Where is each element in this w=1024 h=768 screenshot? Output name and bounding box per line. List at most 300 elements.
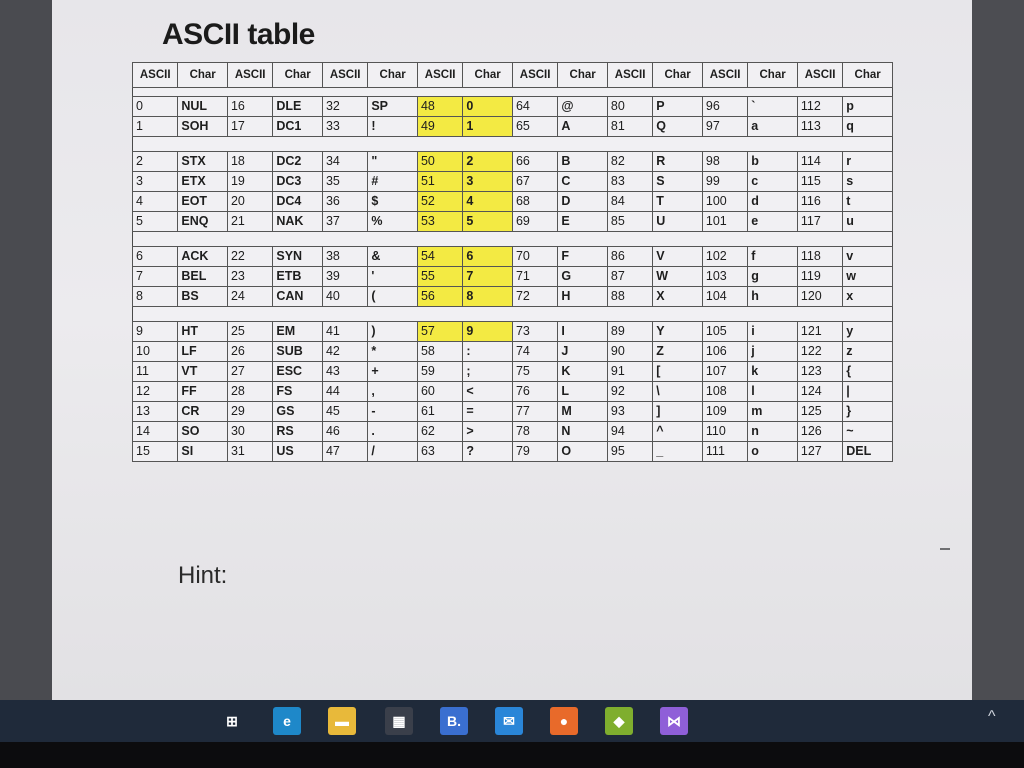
ascii-char-cell: ENQ	[178, 212, 228, 232]
spacer-cell	[653, 232, 703, 247]
ascii-char-cell: W	[653, 267, 703, 287]
ascii-char-cell: CR	[178, 402, 228, 422]
ascii-char-cell: NAK	[273, 212, 323, 232]
ascii-char-cell: *	[368, 342, 418, 362]
ascii-code-cell: 1	[133, 117, 178, 137]
ascii-char-cell: DC4	[273, 192, 323, 212]
ascii-char-cell: "	[368, 152, 418, 172]
ascii-char-cell: FF	[178, 382, 228, 402]
column-header-ascii: ASCII	[417, 63, 462, 88]
table-row	[133, 342, 893, 362]
ascii-code-cell: 107	[702, 362, 747, 382]
ascii-char-cell: N	[558, 422, 608, 442]
ascii-code-cell: 99	[702, 172, 747, 192]
ascii-code-cell: 32	[322, 97, 367, 117]
spacer-cell	[322, 307, 367, 322]
ascii-char-cell: %	[368, 212, 418, 232]
table-row	[133, 362, 893, 382]
ascii-char-cell: VT	[178, 362, 228, 382]
ascii-char-cell: NUL	[178, 97, 228, 117]
ascii-char-cell: i	[748, 322, 798, 342]
hint-label: Hint:	[178, 562, 228, 589]
spacer-cell	[607, 232, 652, 247]
ascii-char-cell: a	[748, 117, 798, 137]
ascii-char-cell: :	[463, 342, 513, 362]
ascii-char-cell: EOT	[178, 192, 228, 212]
ascii-char-cell: Z	[653, 342, 703, 362]
ascii-code-cell: 61	[417, 402, 462, 422]
spacer-cell	[133, 232, 178, 247]
ascii-code-cell: 80	[607, 97, 652, 117]
table-row	[133, 422, 893, 442]
ascii-char-cell: m	[748, 402, 798, 422]
table-row	[133, 382, 893, 402]
ascii-char-cell: >	[463, 422, 513, 442]
ascii-char-cell: G	[558, 267, 608, 287]
ascii-char-cell: EM	[273, 322, 323, 342]
ascii-code-cell: 33	[322, 117, 367, 137]
ascii-char-cell: DLE	[273, 97, 323, 117]
ascii-char-cell: SUB	[273, 342, 323, 362]
ascii-char-cell: HT	[178, 322, 228, 342]
ascii-code-cell: 17	[227, 117, 272, 137]
ascii-code-cell: 94	[607, 422, 652, 442]
spacer-cell	[227, 137, 272, 152]
ascii-char-cell: t	[843, 192, 893, 212]
ascii-code-cell: 59	[417, 362, 462, 382]
table-row	[133, 192, 893, 212]
ascii-char-cell: n	[748, 422, 798, 442]
ascii-code-cell: 74	[512, 342, 557, 362]
spacer-cell	[133, 307, 178, 322]
ascii-code-cell: 83	[607, 172, 652, 192]
ascii-code-cell: 95	[607, 442, 652, 462]
ascii-char-cell: SYN	[273, 247, 323, 267]
ascii-char-cell: ;	[463, 362, 513, 382]
ascii-char-cell: J	[558, 342, 608, 362]
spacer-cell	[558, 88, 608, 97]
table-row	[133, 322, 893, 342]
table-row	[133, 97, 893, 117]
ascii-table	[132, 62, 893, 462]
ascii-char-cell: R	[653, 152, 703, 172]
spacer-cell	[322, 137, 367, 152]
ascii-char-cell: e	[748, 212, 798, 232]
ascii-code-cell: 97	[702, 117, 747, 137]
column-header-ascii: ASCII	[227, 63, 272, 88]
spacer-cell	[322, 88, 367, 97]
ascii-char-cell: 2	[463, 152, 513, 172]
table-spacer-row	[133, 232, 893, 247]
spacer-cell	[463, 88, 513, 97]
column-header-ascii: ASCII	[797, 63, 842, 88]
ascii-code-cell: 81	[607, 117, 652, 137]
ascii-char-cell: w	[843, 267, 893, 287]
ascii-char-cell: x	[843, 287, 893, 307]
ascii-code-cell: 18	[227, 152, 272, 172]
ascii-char-cell: X	[653, 287, 703, 307]
spacer-cell	[368, 232, 418, 247]
ascii-code-cell: 78	[512, 422, 557, 442]
ascii-char-cell: ETX	[178, 172, 228, 192]
ascii-char-cell: Q	[653, 117, 703, 137]
spacer-cell	[843, 88, 893, 97]
ascii-code-cell: 14	[133, 422, 178, 442]
ascii-code-cell: 20	[227, 192, 272, 212]
ascii-char-cell: ?	[463, 442, 513, 462]
ascii-char-cell: ]	[653, 402, 703, 422]
spacer-cell	[558, 307, 608, 322]
ascii-code-cell: 45	[322, 402, 367, 422]
spacer-cell	[273, 137, 323, 152]
ascii-code-cell: 118	[797, 247, 842, 267]
ascii-code-cell: 40	[322, 287, 367, 307]
ascii-code-cell: 53	[417, 212, 462, 232]
visual-studio-icon[interactable]: ⋈	[660, 707, 688, 735]
ascii-code-cell: 79	[512, 442, 557, 462]
ascii-char-cell: BEL	[178, 267, 228, 287]
spacer-cell	[797, 137, 842, 152]
ascii-code-cell: 39	[322, 267, 367, 287]
ascii-code-cell: 62	[417, 422, 462, 442]
ascii-char-cell: {	[843, 362, 893, 382]
column-header-ascii: ASCII	[322, 63, 367, 88]
ascii-code-cell: 127	[797, 442, 842, 462]
ascii-code-cell: 102	[702, 247, 747, 267]
ascii-char-cell: T	[653, 192, 703, 212]
ascii-code-cell: 60	[417, 382, 462, 402]
ascii-code-cell: 110	[702, 422, 747, 442]
ascii-char-cell: _	[653, 442, 703, 462]
ascii-char-cell: /	[368, 442, 418, 462]
spacer-cell	[607, 307, 652, 322]
spacer-cell	[512, 232, 557, 247]
ascii-char-cell: D	[558, 192, 608, 212]
ascii-code-cell: 41	[322, 322, 367, 342]
ascii-char-cell: O	[558, 442, 608, 462]
ascii-code-cell: 3	[133, 172, 178, 192]
ascii-code-cell: 124	[797, 382, 842, 402]
ascii-char-cell: V	[653, 247, 703, 267]
page-title: ASCII table	[162, 18, 315, 51]
spacer-cell	[368, 307, 418, 322]
ascii-char-cell: p	[843, 97, 893, 117]
ascii-char-cell: v	[843, 247, 893, 267]
ascii-char-cell: l	[748, 382, 798, 402]
ascii-char-cell: RS	[273, 422, 323, 442]
ascii-char-cell: z	[843, 342, 893, 362]
spacer-cell	[607, 137, 652, 152]
ascii-code-cell: 90	[607, 342, 652, 362]
ascii-char-cell: DC1	[273, 117, 323, 137]
spacer-cell	[368, 88, 418, 97]
monitor-bezel-left	[0, 0, 52, 705]
table-spacer-row	[133, 88, 893, 97]
ascii-code-cell: 23	[227, 267, 272, 287]
ascii-code-cell: 46	[322, 422, 367, 442]
taskbar	[0, 700, 1024, 742]
table-row	[133, 172, 893, 192]
ascii-code-cell: 36	[322, 192, 367, 212]
ascii-char-cell: CAN	[273, 287, 323, 307]
spacer-cell	[133, 88, 178, 97]
ascii-char-cell: LF	[178, 342, 228, 362]
ascii-char-cell: SI	[178, 442, 228, 462]
ascii-code-cell: 34	[322, 152, 367, 172]
spacer-cell	[368, 137, 418, 152]
ascii-char-cell: US	[273, 442, 323, 462]
ascii-char-cell: s	[843, 172, 893, 192]
ascii-code-cell: 68	[512, 192, 557, 212]
spacer-cell	[843, 307, 893, 322]
ascii-code-cell: 91	[607, 362, 652, 382]
ascii-code-cell: 43	[322, 362, 367, 382]
spacer-cell	[227, 88, 272, 97]
table-row	[133, 117, 893, 137]
ascii-char-cell: I	[558, 322, 608, 342]
ascii-char-cell: F	[558, 247, 608, 267]
ascii-char-cell: 8	[463, 287, 513, 307]
spacer-cell	[653, 88, 703, 97]
app-b-icon[interactable]: B.	[440, 707, 468, 735]
table-row	[133, 442, 893, 462]
spacer-cell	[227, 307, 272, 322]
ascii-char-cell: U	[653, 212, 703, 232]
ascii-char-cell: &	[368, 247, 418, 267]
monitor-bezel-right	[972, 0, 1024, 705]
spacer-cell	[417, 137, 462, 152]
ascii-code-cell: 112	[797, 97, 842, 117]
ascii-code-cell: 52	[417, 192, 462, 212]
ascii-code-cell: 50	[417, 152, 462, 172]
ascii-code-cell: 72	[512, 287, 557, 307]
spacer-cell	[417, 232, 462, 247]
ascii-char-cell: k	[748, 362, 798, 382]
spacer-cell	[512, 137, 557, 152]
spacer-cell	[607, 88, 652, 97]
ascii-code-cell: 12	[133, 382, 178, 402]
ascii-code-cell: 120	[797, 287, 842, 307]
ascii-code-cell: 42	[322, 342, 367, 362]
mail-icon[interactable]: ✉	[495, 707, 523, 735]
ascii-char-cell: }	[843, 402, 893, 422]
spacer-cell	[558, 137, 608, 152]
ascii-code-cell: 84	[607, 192, 652, 212]
ascii-char-cell: S	[653, 172, 703, 192]
spacer-cell	[797, 88, 842, 97]
table-spacer-row	[133, 137, 893, 152]
ascii-char-cell: Y	[653, 322, 703, 342]
ascii-char-cell: DEL	[843, 442, 893, 462]
ascii-code-cell: 55	[417, 267, 462, 287]
ascii-code-cell: 44	[322, 382, 367, 402]
ascii-code-cell: 31	[227, 442, 272, 462]
column-header-char: Char	[558, 63, 608, 88]
ascii-char-cell: 7	[463, 267, 513, 287]
spacer-cell	[653, 307, 703, 322]
ascii-char-cell: #	[368, 172, 418, 192]
spacer-cell	[512, 307, 557, 322]
spacer-cell	[748, 88, 798, 97]
ascii-char-cell: )	[368, 322, 418, 342]
ascii-char-cell: |	[843, 382, 893, 402]
ascii-char-cell: \	[653, 382, 703, 402]
ascii-code-cell: 37	[322, 212, 367, 232]
ascii-char-cell: @	[558, 97, 608, 117]
photo-app-icon[interactable]: ◆	[605, 707, 633, 735]
ascii-code-cell: 21	[227, 212, 272, 232]
ascii-code-cell: 35	[322, 172, 367, 192]
ascii-code-cell: 71	[512, 267, 557, 287]
ascii-char-cell: E	[558, 212, 608, 232]
firefox-icon[interactable]: ●	[550, 707, 578, 735]
store-icon[interactable]: ▦	[385, 707, 413, 735]
spacer-cell	[558, 232, 608, 247]
ascii-code-cell: 38	[322, 247, 367, 267]
spacer-cell	[702, 137, 747, 152]
spacer-cell	[273, 232, 323, 247]
ascii-code-cell: 19	[227, 172, 272, 192]
ascii-code-cell: 64	[512, 97, 557, 117]
spacer-cell	[512, 88, 557, 97]
task-view-icon[interactable]: ⊞	[218, 707, 246, 735]
ascii-code-cell: 11	[133, 362, 178, 382]
spacer-cell	[178, 137, 228, 152]
ascii-char-cell: C	[558, 172, 608, 192]
ascii-char-cell: +	[368, 362, 418, 382]
ascii-code-cell: 10	[133, 342, 178, 362]
ascii-code-cell: 89	[607, 322, 652, 342]
ascii-char-cell: 6	[463, 247, 513, 267]
spacer-cell	[653, 137, 703, 152]
ascii-char-cell: ~	[843, 422, 893, 442]
ascii-char-cell: 9	[463, 322, 513, 342]
ascii-char-cell: j	[748, 342, 798, 362]
ascii-code-cell: 8	[133, 287, 178, 307]
spacer-cell	[417, 88, 462, 97]
ascii-char-cell: SOH	[178, 117, 228, 137]
column-header-char: Char	[653, 63, 703, 88]
tray-overflow-icon[interactable]: ^	[988, 708, 996, 725]
ascii-char-cell: (	[368, 287, 418, 307]
ascii-code-cell: 109	[702, 402, 747, 422]
ascii-code-cell: 125	[797, 402, 842, 422]
spacer-cell	[178, 232, 228, 247]
table-row	[133, 247, 893, 267]
ascii-code-cell: 85	[607, 212, 652, 232]
ascii-code-cell: 15	[133, 442, 178, 462]
ascii-char-cell: B	[558, 152, 608, 172]
ascii-char-cell: .	[368, 422, 418, 442]
column-header-char: Char	[273, 63, 323, 88]
spacer-cell	[273, 88, 323, 97]
table-row	[133, 267, 893, 287]
spacer-cell	[702, 88, 747, 97]
ascii-code-cell: 56	[417, 287, 462, 307]
ascii-code-cell: 77	[512, 402, 557, 422]
ascii-code-cell: 4	[133, 192, 178, 212]
ascii-code-cell: 122	[797, 342, 842, 362]
ascii-char-cell: ACK	[178, 247, 228, 267]
spacer-cell	[417, 307, 462, 322]
ascii-code-cell: 76	[512, 382, 557, 402]
table-row	[133, 152, 893, 172]
ascii-char-cell: '	[368, 267, 418, 287]
ascii-code-cell: 117	[797, 212, 842, 232]
ascii-code-cell: 65	[512, 117, 557, 137]
ascii-char-cell: L	[558, 382, 608, 402]
ascii-code-cell: 115	[797, 172, 842, 192]
ascii-code-cell: 75	[512, 362, 557, 382]
ascii-code-cell: 86	[607, 247, 652, 267]
table-header-row	[133, 63, 893, 88]
table-row	[133, 212, 893, 232]
ascii-code-cell: 24	[227, 287, 272, 307]
ascii-char-cell: 0	[463, 97, 513, 117]
spacer-cell	[227, 232, 272, 247]
ascii-code-cell: 100	[702, 192, 747, 212]
ascii-char-cell: <	[463, 382, 513, 402]
ascii-code-cell: 16	[227, 97, 272, 117]
ascii-code-cell: 113	[797, 117, 842, 137]
ascii-code-cell: 87	[607, 267, 652, 287]
column-header-char: Char	[748, 63, 798, 88]
ascii-char-cell: STX	[178, 152, 228, 172]
ascii-char-cell: f	[748, 247, 798, 267]
ascii-char-cell: -	[368, 402, 418, 422]
column-header-ascii: ASCII	[133, 63, 178, 88]
spacer-cell	[843, 137, 893, 152]
ascii-code-cell: 54	[417, 247, 462, 267]
ascii-char-cell: h	[748, 287, 798, 307]
ascii-code-cell: 28	[227, 382, 272, 402]
ascii-code-cell: 105	[702, 322, 747, 342]
table-row	[133, 402, 893, 422]
ascii-code-cell: 67	[512, 172, 557, 192]
file-explorer-icon[interactable]: ▬	[328, 707, 356, 735]
ascii-code-cell: 48	[417, 97, 462, 117]
spacer-cell	[748, 307, 798, 322]
ascii-char-cell: r	[843, 152, 893, 172]
ascii-code-cell: 57	[417, 322, 462, 342]
ascii-code-cell: 82	[607, 152, 652, 172]
table-spacer-row	[133, 307, 893, 322]
ascii-code-cell: 111	[702, 442, 747, 462]
ascii-code-cell: 119	[797, 267, 842, 287]
ascii-code-cell: 51	[417, 172, 462, 192]
edge-icon[interactable]: e	[273, 707, 301, 735]
ascii-char-cell: 4	[463, 192, 513, 212]
ascii-code-cell: 58	[417, 342, 462, 362]
ascii-char-cell: ^	[653, 422, 703, 442]
ascii-code-cell: 6	[133, 247, 178, 267]
spacer-cell	[748, 232, 798, 247]
ascii-char-cell: o	[748, 442, 798, 462]
ascii-code-cell: 25	[227, 322, 272, 342]
spacer-cell	[463, 307, 513, 322]
ascii-char-cell: H	[558, 287, 608, 307]
ascii-char-cell: =	[463, 402, 513, 422]
spacer-cell	[797, 232, 842, 247]
spacer-cell	[178, 307, 228, 322]
ascii-code-cell: 101	[702, 212, 747, 232]
ascii-char-cell: K	[558, 362, 608, 382]
spacer-cell	[702, 307, 747, 322]
ascii-code-cell: 121	[797, 322, 842, 342]
ascii-char-cell: SP	[368, 97, 418, 117]
spacer-cell	[133, 137, 178, 152]
spacer-cell	[843, 232, 893, 247]
